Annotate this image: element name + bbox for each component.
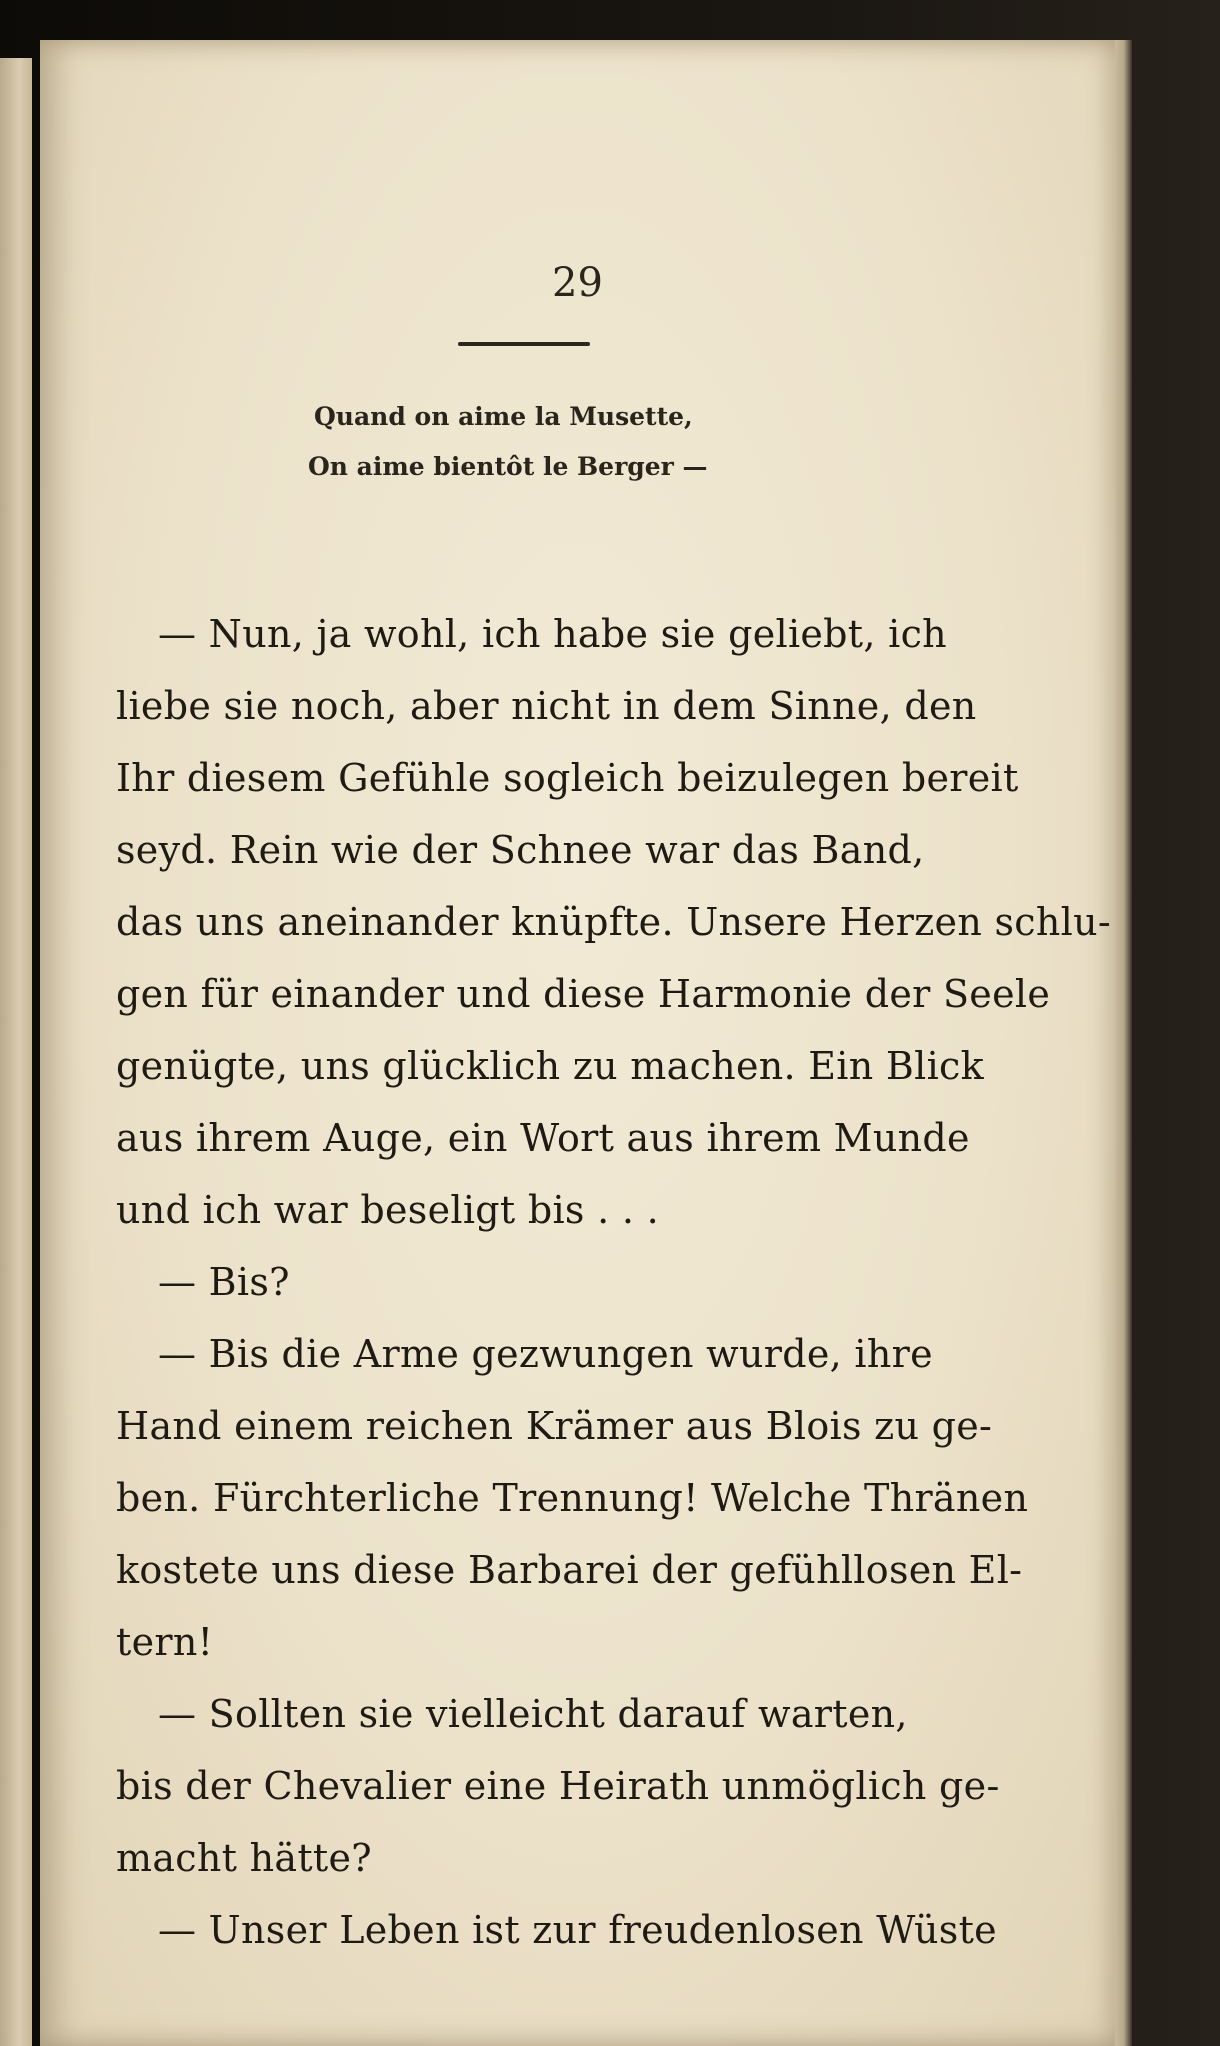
text-line: tern! bbox=[116, 1620, 214, 1664]
text-line: kostete uns diese Barbarei der gefühllosen El- bbox=[116, 1548, 1023, 1592]
text-line: genügte, uns glücklich zu machen. Ein Blick bbox=[116, 1044, 984, 1088]
text-line: das uns aneinander knüpfte. Unsere Herzen schlu- bbox=[116, 900, 1111, 944]
header-rule bbox=[458, 342, 590, 346]
text-line: ben. Fürchterliche Trennung! Welche Thränen bbox=[116, 1476, 1029, 1520]
text-line: liebe sie noch, aber nicht in dem Sinne, den bbox=[116, 684, 977, 728]
previous-page-edge bbox=[0, 58, 32, 2046]
text-line: — Bis die Arme gezwungen wurde, ihre bbox=[158, 1332, 933, 1376]
text-line: bis der Chevalier eine Heirath unmöglich ge- bbox=[116, 1764, 1000, 1808]
text-line: Hand einem reichen Krämer aus Blois zu ge- bbox=[116, 1404, 993, 1448]
epigraph-line-2: On aime bientôt le Berger — bbox=[308, 452, 708, 481]
text-line: und ich war beseligt bis . . . bbox=[116, 1188, 660, 1232]
page-number: 29 bbox=[552, 260, 603, 306]
text-line: Ihr diesem Gefühle sogleich beizulegen bereit bbox=[116, 756, 1019, 800]
epigraph-line-1: Quand on aime la Musette, bbox=[314, 402, 693, 431]
text-line: — Sollten sie vielleicht darauf warten, bbox=[158, 1692, 908, 1736]
book-page bbox=[40, 40, 1115, 2046]
text-line: macht hätte? bbox=[116, 1836, 372, 1880]
text-line: gen für einander und diese Harmonie der Seele bbox=[116, 972, 1051, 1016]
page-fore-edge bbox=[1112, 40, 1132, 2046]
text-line: — Bis? bbox=[158, 1260, 290, 1304]
text-line: aus ihrem Auge, ein Wort aus ihrem Munde bbox=[116, 1116, 970, 1160]
text-line: seyd. Rein wie der Schnee war das Band, bbox=[116, 828, 925, 872]
text-line: — Unser Leben ist zur freudenlosen Wüste bbox=[158, 1908, 997, 1952]
text-line: — Nun, ja wohl, ich habe sie geliebt, ich bbox=[158, 612, 947, 656]
